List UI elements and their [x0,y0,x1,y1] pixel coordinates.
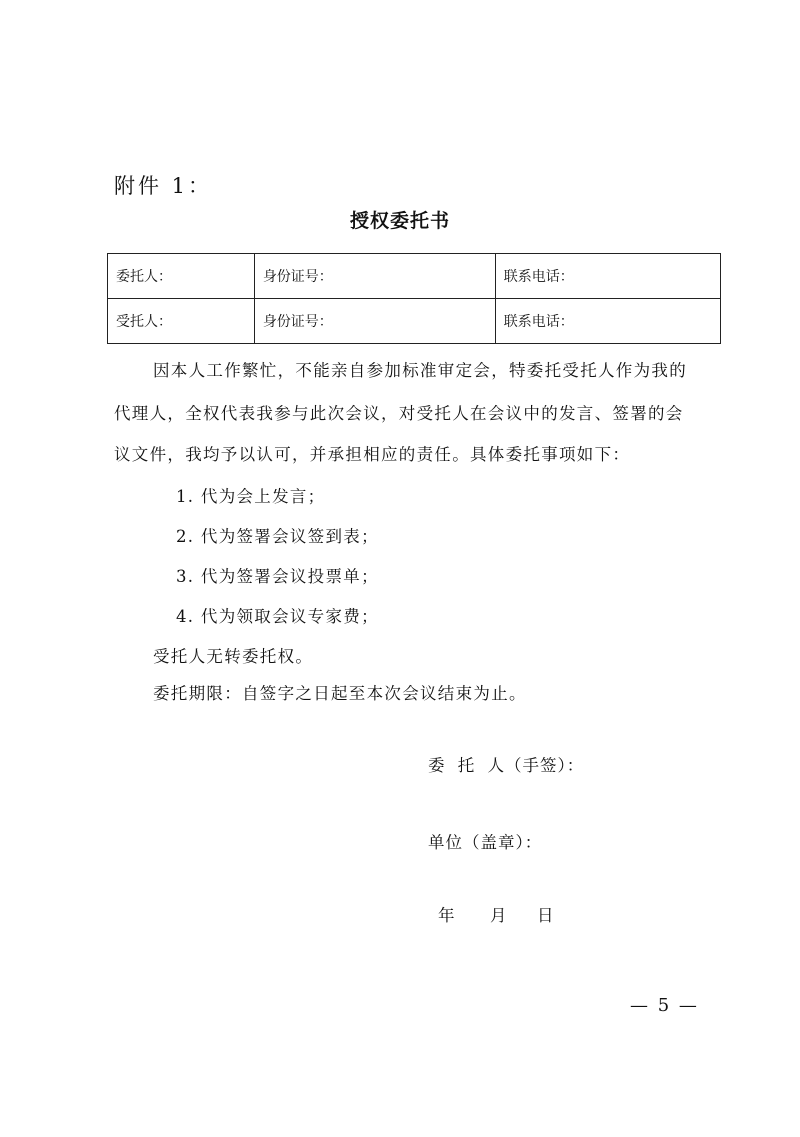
info-table [107,253,721,344]
body-paragraph-line: 代理人，全权代表我参与此次会议，对受托人在会议中的发言、签署的会 [114,404,684,423]
date-month-label: 月 [490,906,507,925]
date-year-label: 年 [438,906,455,925]
list-item: 3. 代为签署会议投票单； [176,567,379,586]
table-row [108,299,721,344]
agent-phone-label: 联系电话： [495,299,720,344]
principal-id-label: 身份证号： [254,254,495,299]
validity-period: 委托期限：自签字之日起至本次会议结束为止。 [153,684,527,703]
agent-id-label: 身份证号： [254,299,495,344]
unit-seal-label: 单位（盖章）： [428,833,543,852]
attachment-label: 附件 1： [114,174,213,198]
list-item: 2. 代为签署会议签到表； [176,527,379,546]
page-number: — 5 — [630,995,699,1016]
principal-signature-label: 委 托 人（手签）： [428,756,585,775]
list-item: 1. 代为会上发言； [176,487,326,506]
principal-phone-label: 联系电话： [495,254,720,299]
agent-label: 受托人： [108,299,255,344]
body-paragraph-line: 议文件，我均予以认可，并承担相应的责任。具体委托事项如下： [114,445,631,464]
principal-label: 委托人： [108,254,255,299]
body-paragraph-line: 因本人工作繁忙，不能亲自参加标准审定会，特委托受托人作为我的 [153,361,687,380]
document-title: 授权委托书 [349,210,450,232]
list-item: 4. 代为领取会议专家费； [176,607,379,626]
no-subdelegation-note: 受托人无转委托权。 [153,647,314,666]
table-row [108,254,721,299]
date-day-label: 日 [537,906,554,925]
